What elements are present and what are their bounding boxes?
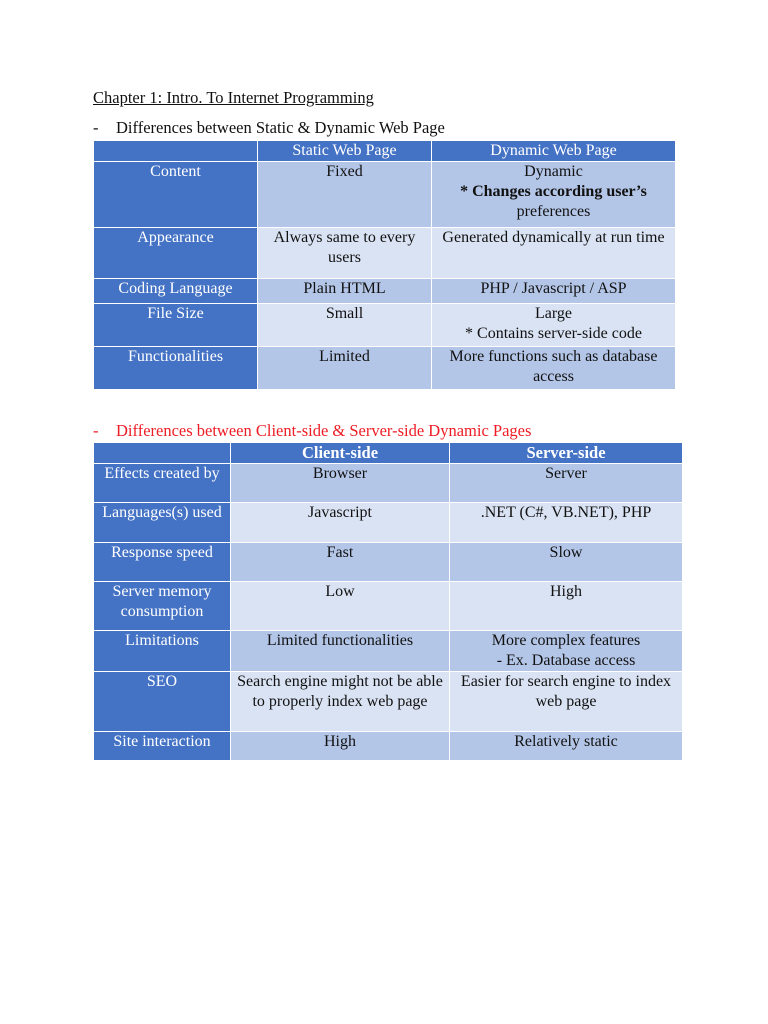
row-label: Site interaction [94,732,231,761]
table-row [94,631,683,672]
server-value: More complex features [491,632,641,649]
table-header-row [94,443,683,464]
client-cell: Search engine might not be able to properly index web page [231,672,450,732]
dynamic-note: * Contains server-side code [465,325,642,342]
table-row [94,503,683,543]
static-cell: Small [258,304,432,347]
header-cell-client: Client-side [231,443,450,464]
section1-heading [93,118,445,138]
bullet-dash: - [93,118,99,137]
client-cell: Javascript [231,503,450,543]
row-label: File Size [94,304,258,347]
row-label: Coding Language [94,279,258,304]
client-cell: Fast [231,543,450,582]
dynamic-cell [432,304,676,347]
dynamic-value: Large [534,305,572,322]
static-cell: Plain HTML [258,279,432,304]
table-row [94,304,676,347]
table-row [94,543,683,582]
row-label: Functionalities [94,347,258,390]
server-cell: Easier for search engine to index web page [450,672,683,732]
section1-heading-text: Differences between Static & Dynamic Web Page [116,118,445,137]
row-label: Languages(s) used [94,503,231,543]
header-cell-empty [94,141,258,162]
server-cell: Relatively static [450,732,683,761]
page-title: Chapter 1: Intro. To Internet Programming [93,88,374,107]
header-cell-dynamic: Dynamic Web Page [432,141,676,162]
table-row [94,162,676,228]
table-row [94,732,683,761]
dynamic-value: Dynamic [524,163,583,180]
table-row [94,347,676,390]
dynamic-note: * Changes according user’s [460,183,647,200]
header-cell-server: Server-side [450,443,683,464]
server-cell: .NET (C#, VB.NET), PHP [450,503,683,543]
dynamic-cell: Generated dynamically at run time [432,228,676,279]
client-server-table [93,442,683,761]
static-cell: Always same to every users [258,228,432,279]
row-label: Response speed [94,543,231,582]
table-row [94,672,683,732]
row-label: Appearance [94,228,258,279]
header-cell-static: Static Web Page [258,141,432,162]
dynamic-note-2: preferences [516,203,591,220]
header-cell-empty [94,443,231,464]
row-label: Server memory consumption [94,582,231,631]
server-cell: Server [450,464,683,503]
dynamic-cell: PHP / Javascript / ASP [432,279,676,304]
static-cell: Fixed [258,162,432,228]
row-label: Content [94,162,258,228]
static-dynamic-table [93,140,676,390]
section2-heading [93,421,531,441]
server-cell: Slow [450,543,683,582]
server-cell [450,631,683,672]
client-cell: High [231,732,450,761]
row-label: Effects created by [94,464,231,503]
table-row [94,464,683,503]
dynamic-cell [432,162,676,228]
bullet-dash: - [93,421,99,440]
table-row [94,582,683,631]
table-row [94,279,676,304]
dynamic-cell: More functions such as database access [432,347,676,390]
server-cell: High [450,582,683,631]
section2-heading-text: Differences between Client-side & Server-side Dynamic Pages [116,421,532,440]
client-cell: Browser [231,464,450,503]
table-header-row [94,141,676,162]
client-cell: Low [231,582,450,631]
client-cell: Limited functionalities [231,631,450,672]
table-row [94,228,676,279]
server-note: - Ex. Database access [496,652,636,669]
static-cell: Limited [258,347,432,390]
row-label: SEO [94,672,231,732]
row-label: Limitations [94,631,231,672]
